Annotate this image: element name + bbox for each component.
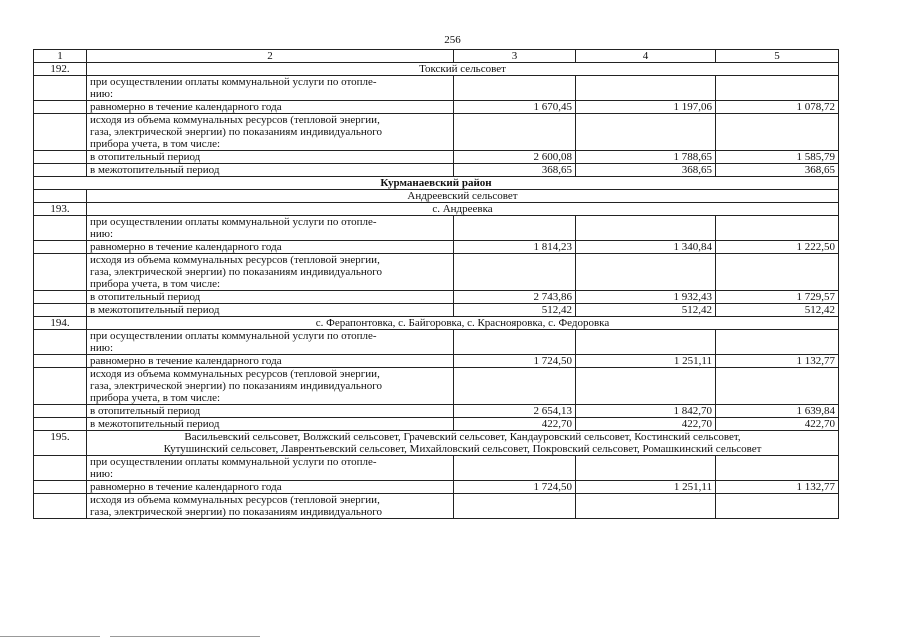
locality-heading-row [34,431,839,456]
value-col-4 [576,368,716,405]
row-number: 193. [34,203,87,216]
value-col-3: 422,70 [454,418,576,431]
table-body [34,50,839,519]
locality-name: с. Ферапонтовка, с. Байгоровка, с. Краснояровка, с. Федоровка [87,317,839,330]
table-row [34,304,839,317]
row-description: при осуществлении оплаты коммунальной услуги по отопле- нию: [87,330,454,355]
table-row [34,291,839,304]
value-col-5 [716,254,839,291]
row-number [34,164,87,177]
value-col-5 [716,330,839,355]
column-header-3: 3 [454,50,576,63]
row-description: равномерно в течение календарного года [87,481,454,494]
row-number: 194. [34,317,87,330]
value-col-4 [576,216,716,241]
value-col-3 [454,494,576,519]
row-number: 192. [34,63,87,76]
table-row [34,76,839,101]
council-name: Андреевский сельсовет [87,190,839,203]
locality-heading-row [34,203,839,216]
row-description: в отопительный период [87,151,454,164]
row-description: исходя из объема коммунальных ресурсов (тепловой энергии, газа, электрической энергии) по показаниям индивидуального прибора учета, в том числе: [87,368,454,405]
value-col-4: 1 842,70 [576,405,716,418]
value-col-4 [576,330,716,355]
row-number [34,151,87,164]
value-col-3: 1 724,50 [454,355,576,368]
value-col-4 [576,254,716,291]
district-row [34,177,839,190]
row-number [34,216,87,241]
header-row [34,50,839,63]
council-row [34,190,839,203]
value-col-3: 2 600,08 [454,151,576,164]
column-header-1: 1 [34,50,87,63]
value-col-3 [454,330,576,355]
value-col-4 [576,114,716,151]
page-number: 256 [444,34,461,46]
locality-name: Васильевский сельсовет, Волжский сельсовет, Грачевский сельсовет, Кандауровский сельсовет, Костинский сельсовет, Кутушинский сельсовет, Лаврентьевский сельсовет, Михайловский сельсовет, Покровский сельсовет, Ромашкинский сельсовет [87,431,839,456]
table-row [34,481,839,494]
row-description: в межотопительный период [87,304,454,317]
row-description: в отопительный период [87,405,454,418]
value-col-5 [716,76,839,101]
value-col-5: 422,70 [716,418,839,431]
value-col-3: 1 814,23 [454,241,576,254]
footer-rule [110,636,260,637]
table-row [34,254,839,291]
row-number [34,101,87,114]
footer-rule [0,636,100,637]
value-col-3: 368,65 [454,164,576,177]
row-description: при осуществлении оплаты коммунальной услуги по отопле- нию: [87,456,454,481]
row-number [34,291,87,304]
row-number [34,254,87,291]
row-number [34,405,87,418]
row-description: в отопительный период [87,291,454,304]
value-col-3 [454,76,576,101]
table-row [34,151,839,164]
value-col-5: 1 132,77 [716,481,839,494]
value-col-4 [576,76,716,101]
district-name: Курманаевский район [34,177,839,190]
value-col-3 [454,216,576,241]
row-number [34,190,87,203]
table-row [34,494,839,519]
value-col-3: 1 670,45 [454,101,576,114]
column-header-5: 5 [716,50,839,63]
value-col-3 [454,114,576,151]
value-col-4: 512,42 [576,304,716,317]
table-row [34,216,839,241]
value-col-5: 1 639,84 [716,405,839,418]
table-row [34,241,839,254]
row-number [34,330,87,355]
value-col-5 [716,368,839,405]
value-col-5 [716,114,839,151]
row-number [34,418,87,431]
row-description: равномерно в течение календарного года [87,101,454,114]
row-description: равномерно в течение календарного года [87,241,454,254]
table-row [34,405,839,418]
row-number [34,494,87,519]
value-col-4 [576,494,716,519]
row-number [34,304,87,317]
row-description: при осуществлении оплаты коммунальной услуги по отопле- нию: [87,76,454,101]
row-description: в межотопительный период [87,418,454,431]
tariff-table [33,49,839,519]
table-row [34,355,839,368]
value-col-4: 1 251,11 [576,481,716,494]
value-col-4: 1 340,84 [576,241,716,254]
row-description: в межотопительный период [87,164,454,177]
row-number [34,355,87,368]
value-col-3: 512,42 [454,304,576,317]
value-col-4 [576,456,716,481]
row-number [34,241,87,254]
value-col-5 [716,456,839,481]
row-description: исходя из объема коммунальных ресурсов (тепловой энергии, газа, электрической энергии) по показаниям индивидуального прибора учета, в том числе: [87,114,454,151]
value-col-3 [454,254,576,291]
value-col-3 [454,456,576,481]
value-col-5 [716,494,839,519]
value-col-3: 1 724,50 [454,481,576,494]
row-number: 195. [34,431,87,456]
column-header-4: 4 [576,50,716,63]
locality-name: Токский сельсовет [87,63,839,76]
row-number [34,481,87,494]
value-col-3: 2 743,86 [454,291,576,304]
value-col-4: 1 251,11 [576,355,716,368]
table-row [34,418,839,431]
value-col-5: 1 078,72 [716,101,839,114]
locality-heading-row [34,317,839,330]
value-col-5: 1 729,57 [716,291,839,304]
table-row [34,368,839,405]
row-number [34,368,87,405]
column-header-2: 2 [87,50,454,63]
row-description: исходя из объема коммунальных ресурсов (тепловой энергии, газа, электрической энергии) по показаниям индивидуального [87,494,454,519]
value-col-5: 368,65 [716,164,839,177]
table-row [34,164,839,177]
value-col-4: 1 788,65 [576,151,716,164]
table-row [34,330,839,355]
row-description: при осуществлении оплаты коммунальной услуги по отопле- нию: [87,216,454,241]
value-col-5: 512,42 [716,304,839,317]
table-row [34,101,839,114]
value-col-4: 422,70 [576,418,716,431]
table-row [34,114,839,151]
row-description: исходя из объема коммунальных ресурсов (тепловой энергии, газа, электрической энергии) по показаниям индивидуального прибора учета, в том числе: [87,254,454,291]
value-col-4: 1 197,06 [576,101,716,114]
value-col-5 [716,216,839,241]
value-col-5: 1 585,79 [716,151,839,164]
row-number [34,76,87,101]
locality-name: с. Андреевка [87,203,839,216]
value-col-3: 2 654,13 [454,405,576,418]
row-number [34,114,87,151]
value-col-5: 1 132,77 [716,355,839,368]
row-description: равномерно в течение календарного года [87,355,454,368]
value-col-4: 1 932,43 [576,291,716,304]
value-col-3 [454,368,576,405]
value-col-4: 368,65 [576,164,716,177]
value-col-5: 1 222,50 [716,241,839,254]
table-row [34,456,839,481]
row-number [34,456,87,481]
locality-heading-row [34,63,839,76]
